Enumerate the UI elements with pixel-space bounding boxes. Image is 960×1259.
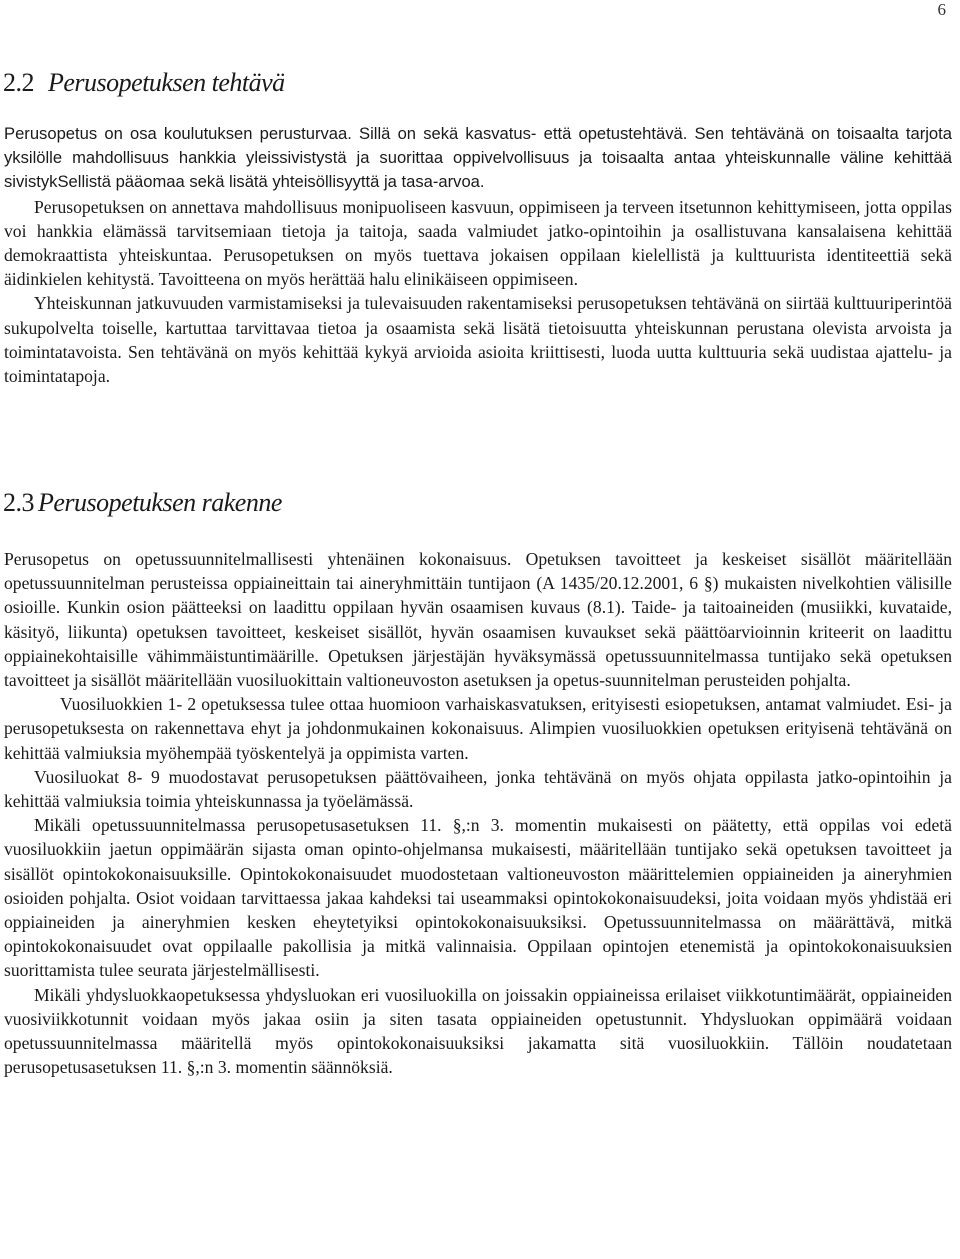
page-number: 6 (937, 0, 946, 19)
section-body-2-3 (4, 547, 952, 1079)
section-title: Perusopetuksen tehtävä (48, 68, 285, 97)
section-number: 2.3 (3, 488, 34, 517)
section-body-2-2 (4, 122, 952, 388)
paragraph: Vuosiluokat 8- 9 muodostavat perusopetuksen päättövaiheen, jonka tehtävänä on myös ohjata oppilasta jatko-opintoihin ja kehittää valmiuksia toimia yhteiskunnassa ja työelämässä. (4, 766, 952, 812)
paragraph: Mikäli yhdysluokkaopetuksessa yhdysluokan eri vuosiluokilla on joissakin oppiaineissa erilaiset viikkotuntimäärät, oppiaineiden vuosiviikkotunnit voidaan myös jakaa osiin ja siten tasata oppiaineiden opetustunnit. Yhdysluokan oppimäärä voidaan opetussuunnitelmassa määritellä myös opintokokonaisuuksiksi jakamatta sitä vuosiluokkiin. Tällöin noudatetaan perusopetusasetuksen 11. §,:n 3. momentin säännöksiä. (4, 984, 952, 1078)
section-heading-2-2 (3, 68, 285, 98)
paragraph: Vuosiluokkien 1- 2 opetuksessa tulee ottaa huomioon varhaiskasvatuksen, erityisesti esiopetuksen, antamat valmiudet. Esi- ja perusopetuksesta on rakennettava ehyt ja johdonmukainen kokonaisuus. Alimpien vuosiluokkien opetuksen erityisenä tehtävänä on kehittää valmiuksia myöhempää työskentelyä ja oppimista varten. (4, 694, 952, 763)
section-number: 2.2 (3, 68, 34, 97)
section-heading-2-3 (3, 488, 282, 518)
paragraph: Perusopetus on opetussuunnitelmallisesti yhtenäinen kokonaisuus. Opetuksen tavoitteet ja keskeiset sisällöt määritellään opetussuunnitelman perusteissa oppiaineittain tai aineryhmittäin tuntijaon (A 1435/20.12.2001, 6 §) mukaisten nivelkohtien välisille osioille. Kunkin osion päätteeksi on laadittu oppilaan hyvän osaamisen kuvaus (8.1). Taide- ja taitoaineiden (musiikki, kuvataide, käsityö, liikunta) opetuksen tavoitteet, keskeiset sisällöt, hyvän osaamisen kuvaukset sekä päättöarvioinnin kriteerit on laadittu oppiainekohtaisille vähimmäistuntimäärille. Opetuksen järjestäjän hyväksymässä opetussuunnitelmassa tuntijako sekä opetuksen tavoitteet ja sisällöt määritellään vuosiluokittain valtioneuvoston asetuksen ja opetus-suunnitelman perusteiden pohjalta. (4, 549, 952, 691)
paragraph: Perusopetus on osa koulutuksen perusturvaa. Sillä on sekä kasvatus- että opetustehtävä. Sen tehtävänä on toisaalta tarjota yksilölle mahdollisuus hankkia yleissivistystä ja suorittaa oppivelvollisuus ja toisaalta antaa yhteiskunnalle väline kehittää sivistykSellistä pääomaa sekä lisätä yhteisöllisyyttä ja tasa-arvoa. (4, 124, 952, 192)
paragraph: Perusopetuksen on annettava mahdollisuus monipuoliseen kasvuun, oppimiseen ja terveen itsetunnon kehittymiseen, jotta oppilas voi hankkia elämässä tarvitsemiaan tietoja ja taitoja, saada valmiudet jatko-opintoihin ja osallistuvana kansalaisena kehittää demokraattista yhteiskuntaa. Perusopetuksen on myös tuettava jokaisen oppilaan kielellistä ja kulttuurista identiteettiä sekä äidinkielen kehitystä. Tavoitteena on myös herättää halu elinikäiseen oppimiseen. (4, 196, 952, 290)
paragraph: Yhteiskunnan jatkuvuuden varmistamiseksi ja tulevaisuuden rakentamiseksi perusopetuksen tehtävänä on siirtää kulttuuriperintöä sukupolvelta toiselle, kartuttaa tarvittavaa tietoa ja osaamista sekä lisätä tietoisuutta yhteiskunnan perustana olevista arvoista ja toimintatavoista. Sen tehtävänä on myös kehittää kykyä arvioida asioita kriittisesti, luoda uutta kulttuuria sekä uudistaa ajattelu- ja toimintatapoja. (4, 293, 952, 387)
section-title: Perusopetuksen rakenne (38, 488, 282, 517)
paragraph: Mikäli opetussuunnitelmassa perusopetusasetuksen 11. §,:n 3. momentin mukaisesti on päätetty, että oppilas voi edetä vuosiluokkiin jaetun oppimäärän sijasta oman opinto-ohjelmansa mukaisesti, määritellään tuntijako sekä opetuksen tavoitteet ja sisällöt opintokokonaisuuksille. Opintokokonaisuudet muodostetaan valtioneuvoston määrittelemien oppiaineiden ja aineryhmien osioiden pohjalta. Osiot voidaan tarvittaessa jakaa kahdeksi tai useammaksi opintokokonaisuudeksi, joita voidaan myös yhdistää eri oppiaineiden ja aineryhmien kesken eheytetyiksi opintokokonaisuuksiksi. Opetussuunnitelmassa on määrättävä, mitkä opintokokonaisuudet ovat oppilaalle pakollisia ja mitkä valinnaisia. Oppilaan opintojen etenemistä ja opintokokonaisuuksien suorittamista tulee seurata järjestelmällisesti. (4, 815, 952, 981)
